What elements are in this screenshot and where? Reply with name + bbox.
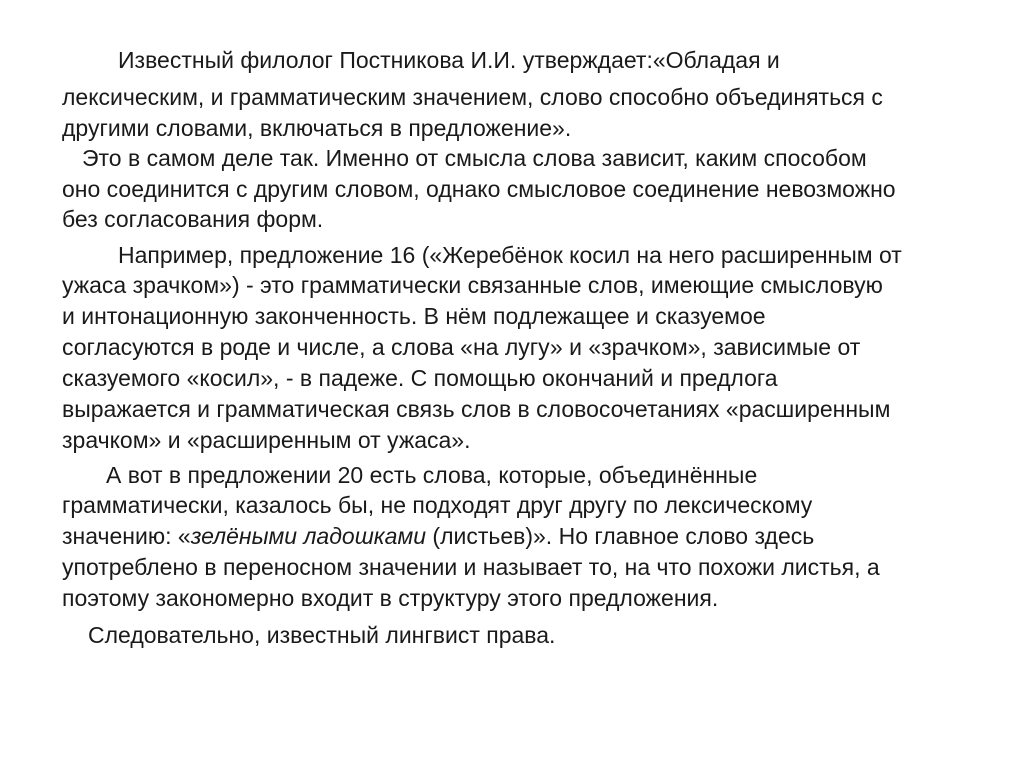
paragraph-2-line-1: Это в самом деле так. Именно от смысла слова зависит, каким способом xyxy=(82,145,867,171)
paragraph-4-line-3-after: (листьев)». Но главное слово здесь xyxy=(426,523,815,549)
paragraph-5-line-1: Следовательно, известный лингвист права. xyxy=(88,622,556,648)
paragraph-1-line-3: другими словами, включаться в предложение». xyxy=(62,115,572,141)
paragraph-1-line-2: лексическим, и грамматическим значением, слово способно объединяться с xyxy=(62,84,883,110)
paragraph-3-line-1: Например, предложение 16 («Жеребёнок косил на него расширенным от xyxy=(118,242,902,268)
paragraph-3-line-7: зрачком» и «расширенным от ужаса». xyxy=(62,427,471,453)
paragraph-2-line-3: без согласования форм. xyxy=(62,206,324,232)
paragraph-3-line-4: согласуются в роде и числе, а слова «на лугу» и «зрачком», зависимые от xyxy=(62,334,861,360)
paragraph-3-line-6: выражается и грамматическая связь слов в словосочетаниях «расширенным xyxy=(62,396,891,422)
paragraph-2-line-2: оно соединится с другим словом, однако смысловое соединение невозможно xyxy=(62,176,896,202)
paragraph-3-line-5: сказуемого «косил», - в падеже. С помощью окончаний и предлога xyxy=(62,365,778,391)
paragraph-4-line-4: употреблено в переносном значении и называет то, на что похожи листья, а xyxy=(62,554,880,580)
italic-phrase: зелёными ладошками xyxy=(190,523,427,549)
paragraph-4-line-5: поэтому закономерно входит в структуру этого предложения. xyxy=(62,585,719,611)
paragraph-3-line-3: и интонационную законченность. В нём подлежащее и сказуемое xyxy=(62,303,766,329)
paragraph-4-line-1: А вот в предложении 20 есть слова, которые, объединённые xyxy=(106,462,758,488)
paragraph-3-line-2: ужаса зрачком») - это грамматически связанные слов, имеющие смысловую xyxy=(62,272,883,298)
paragraph-4-line-3-before: значению: « xyxy=(62,523,191,549)
paragraph-1-line-1: Известный филолог Постникова И.И. утверждает:«Обладая и xyxy=(118,47,780,73)
paragraph-4-line-2: грамматически, казалось бы, не подходят друг другу по лексическому xyxy=(62,492,813,518)
paragraph-4-line-3 xyxy=(62,521,814,552)
